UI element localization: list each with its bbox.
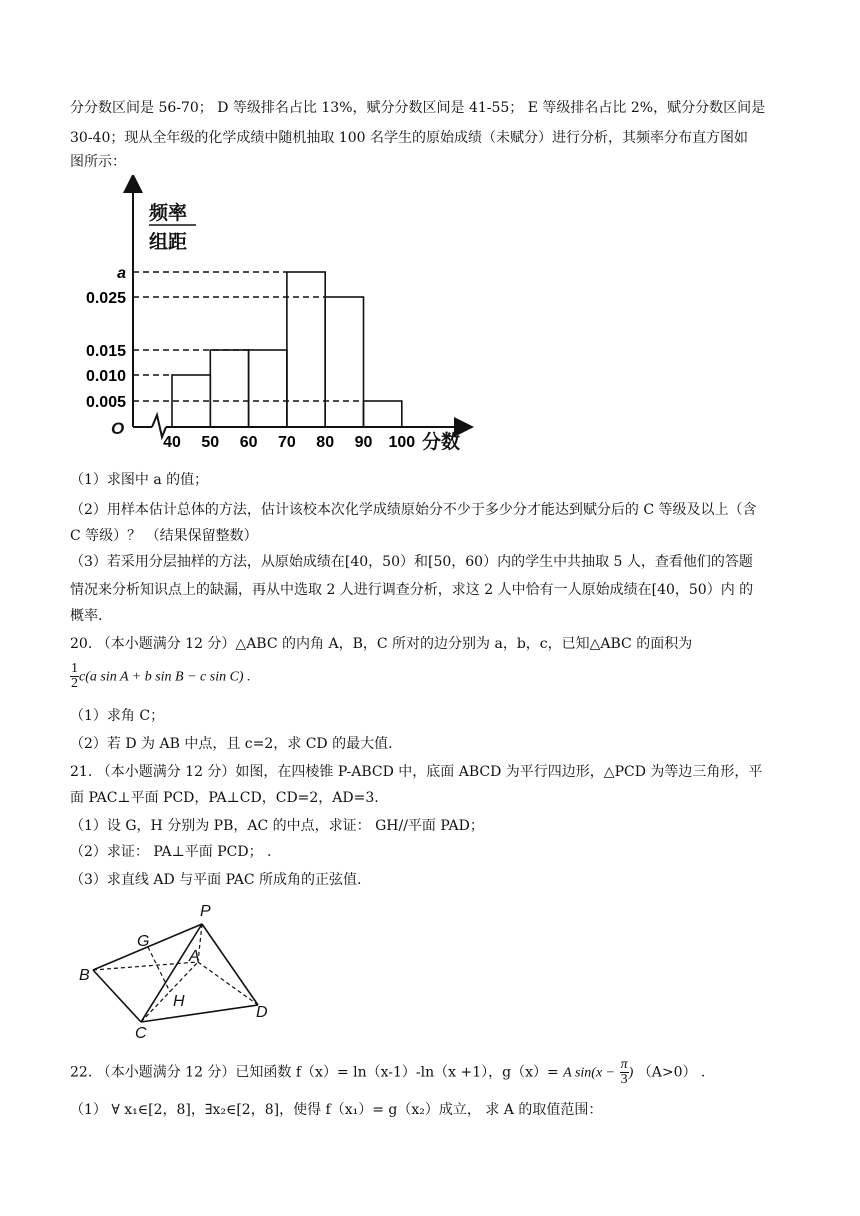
q20-part2: （2）若 D 为 AB 中点，且 c=2，求 CD 的最大值.: [70, 736, 393, 752]
x-tick-label: 80: [316, 434, 335, 451]
pyramid-diagram: [75, 900, 285, 1045]
x-tick-label: 60: [239, 434, 258, 451]
origin-label: O: [111, 419, 125, 438]
q20-fraction: [70, 662, 79, 691]
q22-stem: [70, 1058, 800, 1094]
q22-part1: （1） ∀ x₁∈[2，8]，∃x₂∈[2，8]，使得 f（x₁）= g（x₂）成立， 求 A 的取值范围：: [70, 1102, 603, 1118]
vertex-P: P: [200, 903, 211, 920]
q22-stem-b: （A>0） .: [637, 1064, 706, 1081]
frequency-histogram: [70, 175, 490, 460]
q19-part3-line3: 概率.: [70, 608, 103, 624]
q22-frac-num: π: [620, 1057, 628, 1072]
histogram-bar-70-80: [287, 272, 325, 427]
q19-part2-line1: （2）用样本估计总体的方法，估计该校本次化学成绩原始分不少于多少分才能达到赋分后的 C 等级及以上（含: [70, 502, 757, 518]
q20-frac-den: 2: [71, 676, 78, 691]
y-tick-label: a: [117, 265, 126, 282]
histogram-bar-50-60: [210, 350, 248, 427]
q22-fraction: [620, 1058, 629, 1087]
q20-formula: c(a sin A + b sin B − c sin C) .: [79, 669, 251, 685]
y-tick-label: 0.025: [85, 290, 126, 307]
vertex-C: C: [135, 1025, 147, 1042]
q22-stem-a: 22. （本小题满分 12 分）已知函数 f（x）= ln（x-1）-ln（x +1），g（x）=: [70, 1064, 564, 1081]
q21-part2: （2）求证： PA⊥平面 PCD； .: [70, 844, 272, 860]
q20-frac-num: 1: [71, 661, 78, 676]
q20-part1: （1）求角 C；: [70, 708, 165, 724]
q20-formula-line: [70, 662, 800, 702]
vertex-H: H: [173, 993, 185, 1010]
q22-frac-den: 3: [620, 1072, 628, 1087]
x-tick-label: 40: [163, 434, 181, 451]
intro-line-2: 30-40；现从全年级的化学成绩中随机抽取 100 名学生的原始成绩（未赋分）进行分析，其频率分布直方图如: [70, 130, 748, 146]
q21-part1: （1）设 G，H 分别为 PB，AC 的中点，求证： GH//平面 PAD；: [70, 818, 484, 834]
q22-formula-a: A sin(x −: [563, 1065, 616, 1081]
histogram-bar-60-70: [249, 350, 287, 427]
q19-part2-line2: C 等级）？ （结果保留整数）: [70, 528, 258, 544]
y-label-bottom: 组距: [149, 232, 188, 253]
x-tick-label: 50: [201, 434, 220, 451]
q20-stem: 20. （本小题满分 12 分）△ABC 的内角 A，B，C 所对的边分别为 a，b，c，已知△ABC 的面积为: [70, 636, 693, 652]
y-tick-label: 0.015: [85, 343, 126, 360]
q21-stem-line2: 面 PAC⊥平面 PCD，PA⊥CD，CD=2，AD=3.: [70, 790, 379, 806]
y-tick-label: 0.005: [85, 394, 126, 411]
q22-formula-b: ): [628, 1065, 634, 1081]
x-tick-label: 100: [388, 434, 416, 451]
intro-line-3: 图所示：: [70, 154, 126, 170]
vertex-G: G: [137, 933, 150, 950]
q19-part3-line2: 情况来分析知识点上的缺漏，再从中选取 2 人进行调查分析，求这 2 人中恰有一人原始成绩在[40，50）内 的: [70, 582, 754, 598]
x-tick-label: 90: [354, 434, 373, 451]
q21-part3: （3）求直线 AD 与平面 PAC 所成角的正弦值.: [70, 872, 362, 888]
vertex-A: A: [189, 948, 200, 965]
x-tick-label: 70: [278, 434, 296, 451]
q19-part1: （1）求图中 a 的值；: [70, 472, 209, 488]
histogram-bar-90-100: [364, 401, 402, 427]
y-tick-label: 0.010: [85, 368, 126, 385]
vertex-B: B: [79, 967, 90, 984]
vertex-D: D: [256, 1004, 268, 1021]
intro-line-1: 分分数区间是 56-70； D 等级排名占比 13%，赋分分数区间是 41-55； E 等级排名占比 2%，赋分分数区间是: [70, 100, 766, 116]
y-label-top: 频率: [149, 203, 188, 224]
q19-part3-line1: （3）若采用分层抽样的方法，从原始成绩在[40，50）和[50，60）内的学生中共抽取 5 人，查看他们的答题: [70, 554, 753, 570]
q21-stem-line1: 21. （本小题满分 12 分）如图，在四棱锥 P-ABCD 中，底面 ABCD 为平行四边形，△PCD 为等边三角形，平: [70, 764, 763, 780]
x-axis-label: 分数: [422, 432, 461, 453]
axis-ticks: [86, 265, 415, 451]
histogram-bar-80-90: [325, 297, 363, 427]
